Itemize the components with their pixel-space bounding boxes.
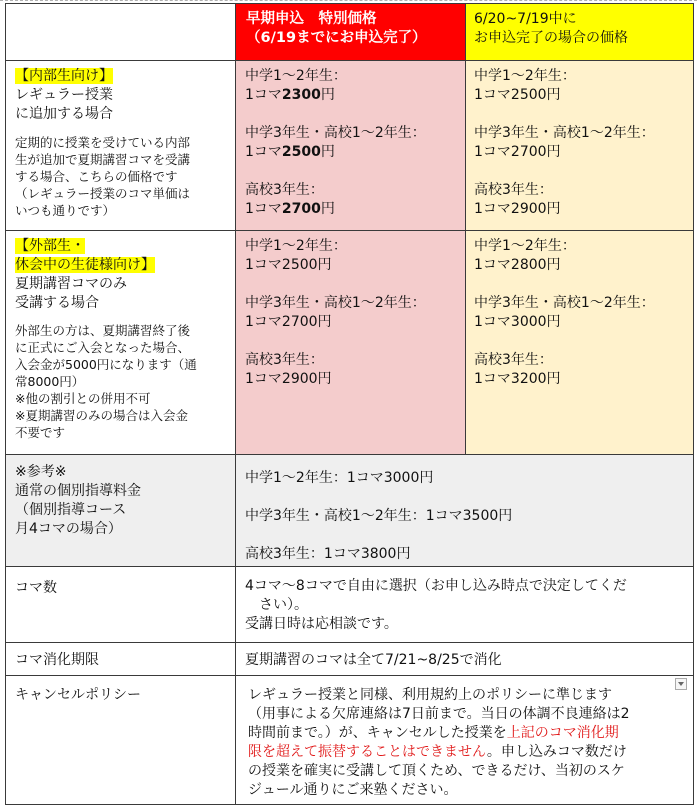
cancel-line1: レギュラー授業と同様、利用規約上のポリシーに準じます [248,687,612,703]
external-tag-line1: 【外部生・ [15,238,85,254]
reference-price-1: 中学1〜2年生：1コマ3000円 [245,470,434,486]
internal-early-price-1: 1コマ2300円 [245,87,335,103]
internal-title-line2: に追加する場合 [15,106,113,122]
cancel-label: キャンセルポリシー [15,687,141,703]
early-subtitle: （6/19までにお申込完了） [246,30,427,46]
header-regular-price [465,3,694,61]
cancel-line6: ジュール通りにご来塾ください。 [248,782,458,798]
external-label-cell [5,230,236,455]
cancel-line5: の授業を確実に受講して頂くため、できるだけ、当初のスケ [248,763,625,779]
external-early-price-2: 1コマ2700円 [245,314,332,330]
koma-label-cell [5,566,236,643]
internal-early-price-2: 1コマ2500円 [245,144,335,160]
external-title-line2: 受講する場合 [15,295,99,311]
reference-prices-cell [235,454,694,567]
reference-price-2: 中学3年生・高校1〜2年生：1コマ3500円 [245,508,513,524]
external-regular-grade-1: 中学1〜2年生： [474,238,576,254]
external-regular-price-1: 1コマ2800円 [474,257,561,273]
deadline-value-cell [235,642,694,676]
reference-label-line4: 月4コマの場合） [15,521,122,537]
header-empty-cell [5,3,236,61]
internal-description: 定期的に授業を受けている内部 生が追加で夏期講習コマを受講 する場合、こちらの価格です （レギュラー授業のコマ単価は いつも通りです） [15,135,191,218]
internal-regular-price-2: 1コマ2700円 [474,144,561,160]
deadline-label: コマ消化期限 [15,652,99,668]
internal-early-price-3: 1コマ2700円 [245,201,335,217]
koma-line3: 受講日時は応相談です。 [245,616,398,632]
koma-line2: さい）。 [259,597,308,613]
reference-label-line2: 通常の個別指導料金 [15,483,141,499]
cancel-line2: （用事による欠席連絡は7日前まで。当日の体調不良連絡は2 [248,706,630,722]
cancel-value-cell [235,675,694,805]
regular-title-line2: お申込完了の場合の価格 [474,30,628,46]
external-regular-grade-2: 中学3年生・高校1〜2年生： [474,295,655,311]
external-title-line1: 夏期講習コマのみ [15,276,127,292]
regular-title-line1: 6/20~7/19中に [474,11,577,27]
reference-label-line1: ※参考※ [15,464,67,480]
reference-label-line3: （個別指導コース [15,502,127,518]
internal-title-line1: レギュラー授業 [15,87,113,103]
internal-regular-grade-1: 中学1〜2年生： [474,68,576,84]
external-early-grade-1: 中学1〜2年生： [245,238,347,254]
reference-price-3: 高校3年生：1コマ3800円 [245,546,411,562]
internal-early-prices [235,60,466,231]
internal-early-grade-2: 中学3年生・高校1〜2年生： [245,125,426,141]
external-early-prices [235,230,466,455]
external-early-price-3: 1コマ2900円 [245,371,332,387]
koma-value-cell [235,566,694,643]
external-early-price-1: 1コマ2500円 [245,257,332,273]
header-early-price [235,3,466,61]
deadline-value: 夏期講習のコマは全て7/21~8/25で消化 [245,652,502,668]
external-regular-price-3: 1コマ3200円 [474,371,561,387]
external-tag-line2: 休会中の生徒様向け】 [15,257,155,273]
internal-regular-grade-2: 中学3年生・高校1〜2年生： [474,125,655,141]
internal-regular-prices [465,60,694,231]
internal-early-grade-1: 中学1〜2年生： [245,68,347,84]
internal-tag: 【内部生向け】 [15,68,113,84]
external-description: 外部生の方は、夏期講習終了後 に正式にご入会となった場合、 入会金が5000円になります（通 常8000円） ※他の割引との併用不可 ※夏期講習のみの場合は入会金 不要です [15,323,197,440]
internal-early-grade-3: 高校3年生： [245,182,324,198]
external-regular-price-2: 1コマ3000円 [474,314,561,330]
koma-line1: 4コマ〜8コマで自由に選択（お申し込み時点で決定してくだ [245,578,627,594]
external-regular-grade-3: 高校3年生： [474,352,553,368]
cancel-line4: 限を超えて振替することはできません。申し込みコマ数だけ [248,744,627,760]
cancel-label-cell [5,675,236,805]
external-regular-prices [465,230,694,455]
internal-label-cell [5,60,236,231]
reference-label-cell [5,454,236,567]
internal-regular-grade-3: 高校3年生： [474,182,553,198]
external-early-grade-2: 中学3年生・高校1〜2年生： [245,295,426,311]
dropdown-arrow-icon[interactable] [675,678,687,690]
early-title: 早期申込 特別価格 [246,11,377,27]
deadline-label-cell [5,642,236,676]
internal-regular-price-3: 1コマ2900円 [474,201,561,217]
cancel-line3: 時間前まで。）が、キャンセルした授業を上記のコマ消化期 [248,725,619,741]
koma-label: コマ数 [15,580,57,596]
external-early-grade-3: 高校3年生： [245,352,324,368]
internal-regular-price-1: 1コマ2500円 [474,87,561,103]
